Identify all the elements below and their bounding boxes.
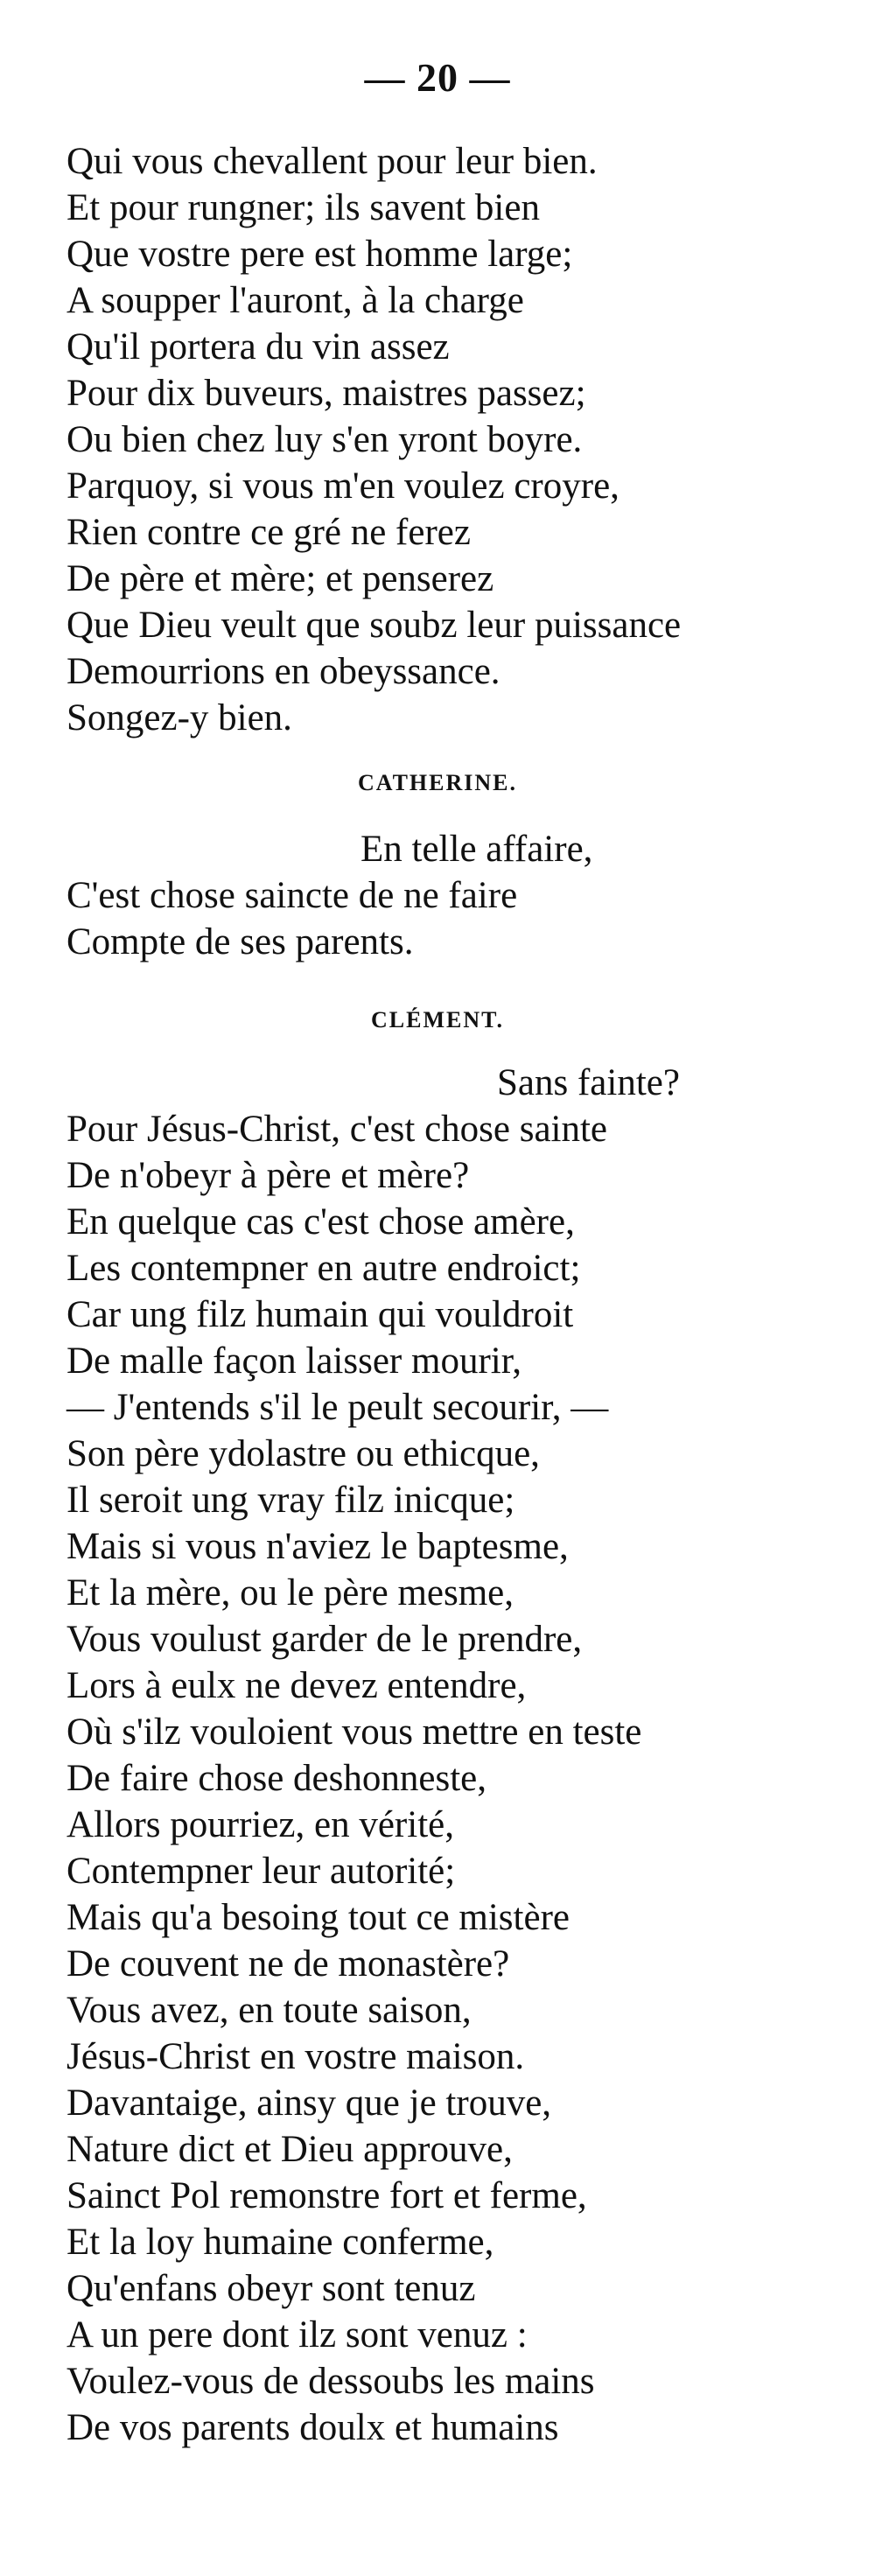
verse-line: Contempner leur autorité; — [66, 1851, 456, 1892]
verse-line: Jésus-Christ en vostre maison. — [66, 2036, 525, 2077]
verse-line: Rien contre ce gré ne ferez — [66, 512, 471, 553]
verse-block-1 — [66, 138, 854, 741]
verse-line: Et la mère, ou le père mesme, — [66, 1572, 514, 1614]
verse-line: Nature dict et Dieu approuve, — [66, 2129, 513, 2170]
verse-line: Songez-y bien. — [66, 697, 292, 738]
verse-line: — J'entends s'il le peult secourir, — — [66, 1387, 609, 1428]
verse-line: Voulez-vous de dessoubs les mains — [66, 2361, 595, 2402]
verse-line: Mais si vous n'aviez le baptesme, — [66, 1526, 569, 1567]
verse-line: De vos parents doulx et humains — [66, 2407, 559, 2448]
verse-line: De malle façon laisser mourir, — [66, 1340, 522, 1382]
verse-line: Sainct Pol remonstre fort et ferme, — [66, 2175, 587, 2216]
verse-line: A un pere dont ilz sont venuz : — [66, 2314, 528, 2356]
verse-line: C'est chose saincte de ne faire — [66, 875, 518, 916]
page-number: — 20 — — [364, 55, 511, 100]
verse-line: Car ung filz humain qui vouldroit — [66, 1294, 574, 1335]
verse-line: De père et mère; et penserez — [66, 558, 494, 599]
verse-line: Davantaige, ainsy que je trouve, — [66, 2082, 552, 2124]
verse-line: Il seroit ung vray filz inicque; — [66, 1480, 515, 1521]
verse-line: En quelque cas c'est chose amère, — [66, 1201, 575, 1242]
verse-line: De faire chose deshonneste, — [66, 1758, 486, 1799]
verse-line: Où s'ilz vouloient vous mettre en teste — [66, 1712, 642, 1753]
verse-line: De couvent ne de monastère? — [66, 1943, 510, 1984]
verse-line: Que vostre pere est homme large; — [66, 234, 573, 275]
verse-line: Vous voulust garder de le prendre, — [66, 1619, 583, 1660]
verse-line: Son père ydolastre ou ethicque, — [66, 1433, 540, 1474]
verse-line: Mais qu'a besoing tout ce mistère — [66, 1897, 570, 1938]
verse-line: Parquoy, si vous m'en voulez croyre, — [66, 466, 620, 507]
verse-line: Qui vous chevallent pour leur bien. — [66, 141, 598, 182]
verse-line: Et la loy humaine conferme, — [66, 2222, 494, 2263]
verse-line: Sans fainte? — [497, 1062, 680, 1103]
verse-line: Pour Jésus-Christ, c'est chose sainte — [66, 1109, 608, 1150]
verse-block-2 — [66, 826, 854, 965]
verse-line: Ou bien chez luy s'en yront boyre. — [66, 419, 583, 460]
verse-line: Vous avez, en toute saison, — [66, 1990, 472, 2031]
verse-line: Qu'enfans obeyr sont tenuz — [66, 2268, 476, 2309]
verse-line: Pour dix buveurs, maistres passez; — [66, 373, 586, 414]
verse-line: Compte de ses parents. — [66, 921, 414, 962]
speaker-name-clement: CLÉMENT. — [370, 1007, 505, 1032]
verse-line: Qu'il portera du vin assez — [66, 326, 450, 368]
verse-line: Et pour rungner; ils savent bien — [66, 187, 540, 228]
verse-line: En telle affaire, — [360, 829, 593, 870]
verse-line: Allors pourriez, en vérité, — [66, 1804, 454, 1845]
verse-line: Lors à eulx ne devez entendre, — [66, 1665, 527, 1706]
speaker-name-catherine: CATHERINE. — [357, 770, 518, 795]
verse-line: Que Dieu veult que soubz leur puissance — [66, 605, 682, 646]
verse-block-3 — [66, 1060, 854, 2451]
verse-line: Demourrions en obeyssance. — [66, 651, 500, 692]
verse-line: Les contempner en autre endroict; — [66, 1248, 581, 1289]
verse-line: De n'obeyr à père et mère? — [66, 1155, 470, 1196]
verse-line: A soupper l'auront, à la charge — [66, 280, 524, 321]
